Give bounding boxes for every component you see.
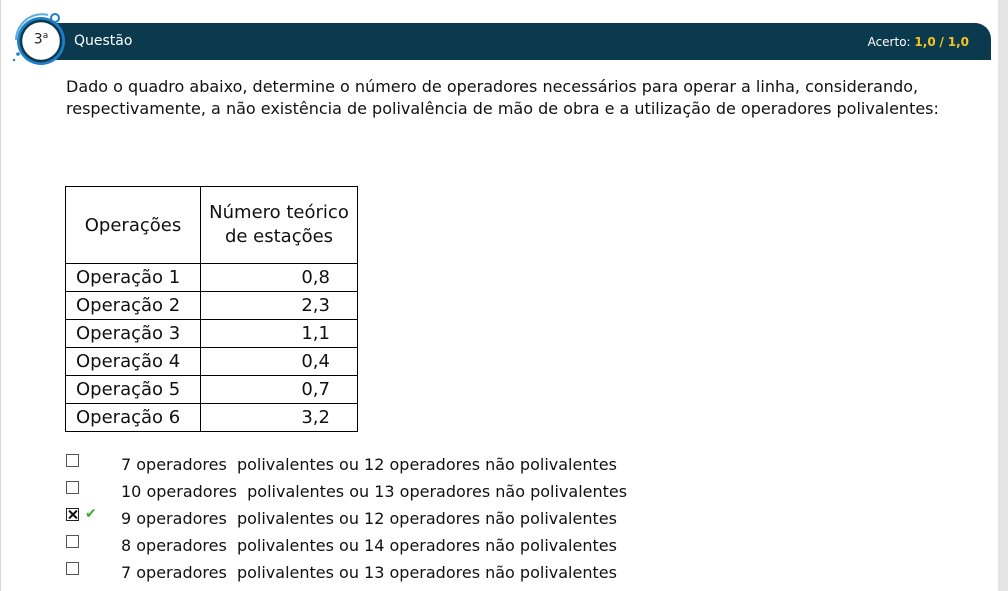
answer-checkbox[interactable] — [66, 454, 79, 467]
answer-label[interactable]: 7 operadores polivalentes ou 13 operadores não polivalentes — [121, 563, 617, 582]
table-cell-value: 3,2 — [201, 404, 358, 432]
table-row — [66, 320, 358, 348]
score-label: Acerto: — [867, 35, 911, 49]
answer-options — [65, 451, 705, 586]
question-header — [31, 23, 991, 60]
table-row — [66, 292, 358, 320]
score-value: 1,0 — [914, 35, 936, 49]
table-cell-operation: Operação 2 — [66, 292, 201, 320]
table-header-operations: Operações — [66, 187, 201, 264]
table-cell-value: 0,8 — [201, 264, 358, 292]
answer-option[interactable] — [65, 451, 705, 478]
answer-label[interactable]: 7 operadores polivalentes ou 12 operadores não polivalentes — [121, 455, 617, 474]
answer-checkbox-checked[interactable] — [66, 508, 79, 521]
question-title: Questão — [74, 33, 133, 49]
question-badge-icon — [10, 10, 70, 70]
table-row — [66, 404, 358, 432]
table-cell-operation: Operação 5 — [66, 376, 201, 404]
table-cell-value: 0,7 — [201, 376, 358, 404]
table-cell-operation: Operação 4 — [66, 348, 201, 376]
table-row — [66, 376, 358, 404]
table-cell-value: 0,4 — [201, 348, 358, 376]
answer-option[interactable] — [65, 478, 705, 505]
table-row — [66, 348, 358, 376]
answer-option[interactable] — [65, 532, 705, 559]
question-number: 3$^a$ — [33, 31, 49, 48]
answer-label[interactable]: 9 operadores polivalentes ou 12 operadores não polivalentes — [121, 509, 617, 528]
table-cell-operation: Operação 1 — [66, 264, 201, 292]
table-header-stations: Número teórico de estações — [201, 187, 358, 264]
table-row — [66, 264, 358, 292]
answer-label[interactable]: 10 operadores polivalentes ou 13 operadores não polivalentes — [121, 482, 628, 501]
score-display — [868, 35, 969, 49]
table-cell-operation: Operação 6 — [66, 404, 201, 432]
table-header-row — [66, 187, 358, 264]
answer-checkbox[interactable] — [66, 535, 79, 548]
score-separator: / — [939, 35, 944, 49]
table-cell-value: 2,3 — [201, 292, 358, 320]
answer-label[interactable]: 8 operadores polivalentes ou 14 operadores não polivalentes — [121, 536, 617, 555]
answer-option[interactable] — [65, 559, 705, 586]
answer-checkbox[interactable] — [66, 481, 79, 494]
operations-table — [65, 186, 358, 432]
answer-checkbox[interactable] — [66, 562, 79, 575]
table-cell-value: 1,1 — [201, 320, 358, 348]
score-total: 1,0 — [947, 35, 969, 49]
answer-option-selected[interactable] — [65, 505, 705, 532]
question-text: Dado o quadro abaixo, determine o número de operadores necessários para operar a linha, considerando, respectivamente, a não existência de polivalência de mão de obra e a utilização de operadores polivalentes: — [66, 77, 939, 118]
check-icon: ✔ — [85, 506, 97, 522]
table-cell-operation: Operação 3 — [66, 320, 201, 348]
